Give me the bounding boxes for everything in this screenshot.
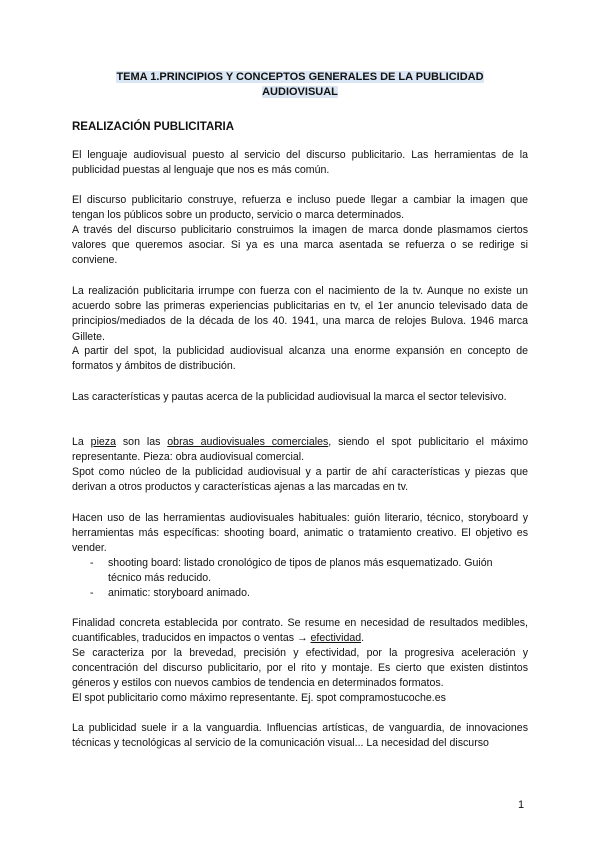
title-line-1: TEMA 1.PRINCIPIOS Y CONCEPTOS GENERALES DE LA PUBLICIDAD — [116, 71, 484, 83]
paragraph-5: A partir del spot, la publicidad audiovisual alcanza una enorme expansión en concepto de formatos y ámbitos de distribución. — [72, 345, 528, 373]
p10-text-a: Finalidad concreta establecida por contrato. Se resume en necesidad de resultados medibles, cuantificables, traducidos en impactos o ventas → — [72, 617, 528, 645]
list-item — [90, 586, 528, 601]
paragraph-6: Las características y pautas acerca de la publicidad audiovisual la marca el sector televisivo. — [72, 391, 507, 403]
paragraph-4: La realización publicitaria irrumpe con fuerza con el nacimiento de la tv. Aunque no existe un acuerdo sobre las primeras experiencias publicitarias en tv, el 1er anuncio televisado data de principios/mediados de la década de los 40. 1941, una marca de relojes Bulova. 1946 marca Gillete. — [72, 285, 528, 343]
list-item-text: animatic: storyboard animado. — [108, 587, 250, 599]
document-title — [72, 70, 528, 99]
list-item — [90, 556, 528, 586]
paragraph-13: La publicidad suele ir a la vanguardia. Influencias artísticas, de vanguardia, de innovaciones técnicas y tecnológicas al servicio de la comunicación visual... La necesidad del discurso — [72, 722, 528, 750]
list-item-text: shooting board: listado cronológico de tipos de planos más esquematizado. Guión técnico más reducido. — [108, 557, 493, 585]
paragraph-12: El spot publicitario como máximo representante. Ej. spot compramostucoche.es — [72, 692, 446, 704]
title-line-2: AUDIOVISUAL — [262, 85, 338, 98]
p7-text-a: La — [72, 436, 91, 448]
paragraph-7 — [72, 435, 528, 465]
term-efectividad: efectividad — [310, 632, 362, 645]
term-obras-audiovisuales: obras audiovisuales comerciales — [167, 436, 329, 448]
section-heading: REALIZACIÓN PUBLICITARIA — [72, 121, 235, 133]
paragraph-3: A través del discurso publicitario construimos la imagen de marca donde plasmamos ciertos valores que queremos asociar. Si ya es una marca asentada se refuerza o se redirige si conviene. — [72, 224, 528, 267]
page-number: 1 — [518, 799, 525, 811]
p10-text-b: . — [361, 632, 365, 645]
paragraph-2: El discurso publicitario construye, refuerza e incluso puede llegar a cambiar la imagen que tengan los públicos sobre un producto, servicio o marca determinados. — [72, 194, 528, 222]
term-pieza: pieza — [90, 436, 116, 448]
paragraph-1: El lenguaje audiovisual puesto al servicio del discurso publicitario. Las herramientas de la publicidad puestas al lenguaje que nos es más común. — [72, 149, 528, 177]
paragraph-9: Hacen uso de las herramientas audiovisuales habituales: guión literario, técnico, storyboard y herramientas más específicas: shooting board, animatic o tratamiento creativo. El objetivo es vender. — [72, 512, 528, 555]
list-dash: - — [90, 557, 94, 569]
list-dash: - — [90, 587, 94, 599]
paragraph-8: Spot como núcleo de la publicidad audiovisual y a partir de ahí características y piezas que derivan a otros productos y características ajenas a las marcadas en tv. — [72, 466, 528, 494]
p7-text-b: son las — [116, 436, 168, 448]
paragraph-10 — [72, 616, 528, 646]
p7-text-c: , siendo el spot publicitario el máximo representante. Pieza: obra audiovisual comercial. — [72, 436, 528, 464]
paragraph-11: Se caracteriza por la brevedad, precisión y efectividad, por la progresiva aceleración y concentración del discurso publicitario, por el rito y montaje. Es cierto que existen distintos géneros y estilos con nuevos cambios de tendencia en determinados formatos. — [72, 647, 528, 690]
